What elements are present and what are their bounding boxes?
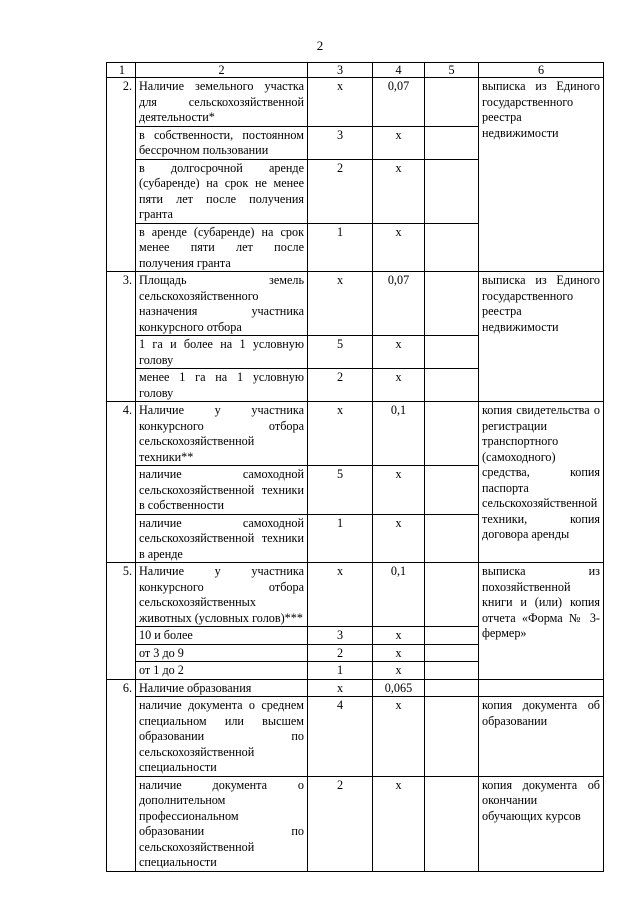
- score-cell: x: [308, 679, 373, 697]
- weight-cell: x: [373, 126, 425, 159]
- value-cell: [425, 514, 479, 563]
- value-cell: [425, 78, 479, 127]
- criterion-text: от 1 до 2: [136, 662, 308, 680]
- table-row: [107, 697, 604, 777]
- table-row: [107, 272, 604, 336]
- header-cell: 1: [107, 63, 136, 78]
- document-cell: выписка из Единого государственного реестра недвижимости: [479, 78, 604, 272]
- value-cell: [425, 563, 479, 627]
- row-number: 3.: [107, 272, 136, 402]
- weight-cell: x: [373, 159, 425, 223]
- weight-cell: x: [373, 697, 425, 777]
- criterion-text: Наличие образования: [136, 679, 308, 697]
- header-row: [107, 63, 604, 78]
- value-cell: [425, 466, 479, 515]
- document-cell: копия документа об окончании обучающих курсов: [479, 776, 604, 871]
- weight-cell: 0,1: [373, 563, 425, 627]
- score-cell: 1: [308, 514, 373, 563]
- header-cell: 5: [425, 63, 479, 78]
- criterion-text: наличие документа о дополнительном профессиональном образовании по сельскохозяйственной специальности: [136, 776, 308, 871]
- criterion-text: Площадь земель сельскохозяйственного назначения участника конкурсного отбора: [136, 272, 308, 336]
- score-cell: 3: [308, 126, 373, 159]
- weight-cell: 0,1: [373, 402, 425, 466]
- header-cell: 2: [136, 63, 308, 78]
- score-cell: x: [308, 563, 373, 627]
- value-cell: [425, 644, 479, 662]
- weight-cell: x: [373, 336, 425, 369]
- weight-cell: x: [373, 776, 425, 871]
- criterion-text: 1 га и более на 1 условную голову: [136, 336, 308, 369]
- document-cell: копия документа об образовании: [479, 697, 604, 777]
- score-cell: 1: [308, 223, 373, 272]
- criterion-text: наличие самоходной сельскохозяйственной техники в собственности: [136, 466, 308, 515]
- score-cell: x: [308, 78, 373, 127]
- score-cell: 2: [308, 776, 373, 871]
- table-row: [107, 776, 604, 871]
- header-cell: 4: [373, 63, 425, 78]
- score-cell: 3: [308, 627, 373, 645]
- weight-cell: x: [373, 514, 425, 563]
- criterion-text: Наличие у участника конкурсного отбора сельскохозяйственной техники**: [136, 402, 308, 466]
- value-cell: [425, 776, 479, 871]
- weight-cell: x: [373, 223, 425, 272]
- page-number: 2: [316, 38, 324, 53]
- value-cell: [425, 336, 479, 369]
- header-cell: 6: [479, 63, 604, 78]
- value-cell: [425, 697, 479, 777]
- criterion-text: наличие документа о среднем специальном или высшем образовании по сельскохозяйственной специальности: [136, 697, 308, 777]
- weight-cell: x: [373, 369, 425, 402]
- row-number: 4.: [107, 402, 136, 563]
- value-cell: [425, 126, 479, 159]
- weight-cell: 0,065: [373, 679, 425, 697]
- document-cell: выписка из Единого государственного реестра недвижимости: [479, 272, 604, 402]
- table-row: [107, 78, 604, 127]
- document-cell: выписка из похозяйственной книги и (или) копия отчета «Форма № 3-фермер»: [479, 563, 604, 680]
- table-row: [107, 563, 604, 627]
- score-cell: 1: [308, 662, 373, 680]
- weight-cell: 0,07: [373, 78, 425, 127]
- criterion-text: в аренде (субаренде) на срок менее пяти лет после получения гранта: [136, 223, 308, 272]
- weight-cell: x: [373, 644, 425, 662]
- row-number: 6.: [107, 679, 136, 871]
- header-cell: 3: [308, 63, 373, 78]
- criterion-text: Наличие земельного участка для сельскохозяйственной деятельности*: [136, 78, 308, 127]
- value-cell: [425, 662, 479, 680]
- value-cell: [425, 369, 479, 402]
- criterion-text: менее 1 га на 1 условную голову: [136, 369, 308, 402]
- criterion-text: 10 и более: [136, 627, 308, 645]
- criterion-text: от 3 до 9: [136, 644, 308, 662]
- row-number: 5.: [107, 563, 136, 680]
- score-cell: 2: [308, 159, 373, 223]
- score-cell: 4: [308, 697, 373, 777]
- value-cell: [425, 223, 479, 272]
- document-cell: [479, 679, 604, 697]
- score-cell: 5: [308, 466, 373, 515]
- value-cell: [425, 679, 479, 697]
- criteria-table: [106, 62, 604, 872]
- score-cell: 2: [308, 369, 373, 402]
- criterion-text: в собственности, постоянном бессрочном пользовании: [136, 126, 308, 159]
- score-cell: x: [308, 402, 373, 466]
- criterion-text: наличие самоходной сельскохозяйственной техники в аренде: [136, 514, 308, 563]
- document-cell: копия свидетельства о регистрации транспортного (самоходного) средства, копия паспорта сельскохозяйственной техники, копия договора аренды: [479, 402, 604, 563]
- table-row: [107, 402, 604, 466]
- score-cell: 2: [308, 644, 373, 662]
- score-cell: x: [308, 272, 373, 336]
- weight-cell: x: [373, 466, 425, 515]
- value-cell: [425, 272, 479, 336]
- weight-cell: x: [373, 662, 425, 680]
- criterion-text: в долгосрочной аренде (субаренде) на срок не менее пяти лет после получения гранта: [136, 159, 308, 223]
- table-row: [107, 679, 604, 697]
- value-cell: [425, 402, 479, 466]
- weight-cell: 0,07: [373, 272, 425, 336]
- value-cell: [425, 627, 479, 645]
- weight-cell: x: [373, 627, 425, 645]
- score-cell: 5: [308, 336, 373, 369]
- criterion-text: Наличие у участника конкурсного отбора сельскохозяйственных животных (условных голов)***: [136, 563, 308, 627]
- value-cell: [425, 159, 479, 223]
- row-number: 2.: [107, 78, 136, 272]
